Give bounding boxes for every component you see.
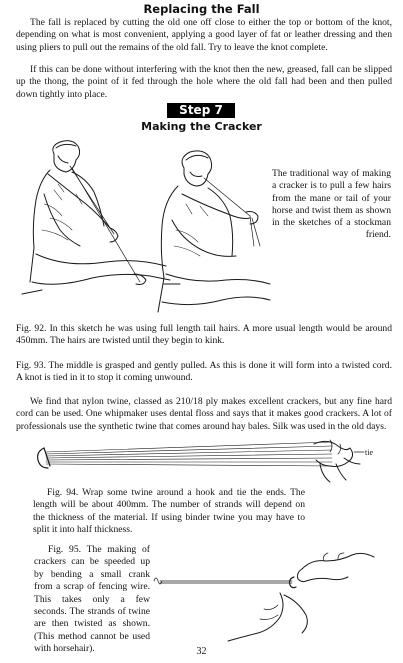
caption-fig-95: Fig. 95. The making of crackers can be speeded up by bending a small crank from a scrap of fencing wire. This takes only a few seconds. The strands of twine are then twisted as shown. (This method cannot be used with horsehair). <box>34 544 150 655</box>
section-heading: Replacing the Fall <box>143 2 260 16</box>
tie-label: tie <box>365 448 373 457</box>
stockman-figure-right <box>158 151 270 312</box>
twisted-twine <box>154 578 292 584</box>
side-text-body: The traditional way of making a cracker is to pull a few hairs from the mane or tail of your horse and twist them as shown in the sketches of a stockman friend. <box>272 168 391 241</box>
side-text-traditional-way <box>272 168 391 242</box>
crank-wire <box>290 577 297 588</box>
paragraph-new-fall: If this can be done without interfering with the knot then the new, greased, fall can be slipped up the thong, the point of it fed through the hole where the old fall had been and then pulled down tightly into place. <box>16 64 392 100</box>
page-number: 32 <box>196 646 207 657</box>
twine-strands <box>46 442 332 466</box>
paragraph-nylon-twine: We find that nylon twine, classed as 210/18 ply makes excellent crackers, but any fine hard cord can be used. One whipmaker uses dental floss and says that it makes good crackers. A lot of professionals use the synthetic twine that comes around hay bales. Silk was used in the old days. <box>16 396 392 432</box>
step-badge: Step 7 <box>167 103 235 118</box>
twine-hook-illustration <box>14 436 394 486</box>
wire-crank-illustration <box>152 547 394 645</box>
lower-hand-icon <box>228 593 307 641</box>
caption-fig-92: Fig. 92. In this sketch he was using full length tail hairs. A more usual length would be around 450mm. The hairs are twisted until they begin to kink. <box>16 323 392 347</box>
step-subtitle: Making the Cracker <box>141 120 262 133</box>
caption-fig-94: Fig. 94. Wrap some twine around a hook and tie the ends. The length will be about 400mm. The number of strands will depend on the thickness of the material. If using binder twine you may have to split it into half thickness. <box>33 487 305 536</box>
paragraph-replacing-fall: The fall is replaced by cutting the old one off close to either the top or bottom of the knot, depending on what is most convenient, applying a good layer of fat or leather dressing and then using pliers to pull out the remains of the old fall. Try to leave the knot complete. <box>16 17 392 53</box>
upper-hand-icon <box>298 553 375 582</box>
stockman-figure-left <box>22 141 180 294</box>
caption-fig-93: Fig. 93. The middle is grasped and gently pulled. As this is done it will form into a twisted cord. A knot is tied in it to stop it coming unwound. <box>16 360 392 384</box>
stockman-sketch-illustration <box>14 134 272 322</box>
